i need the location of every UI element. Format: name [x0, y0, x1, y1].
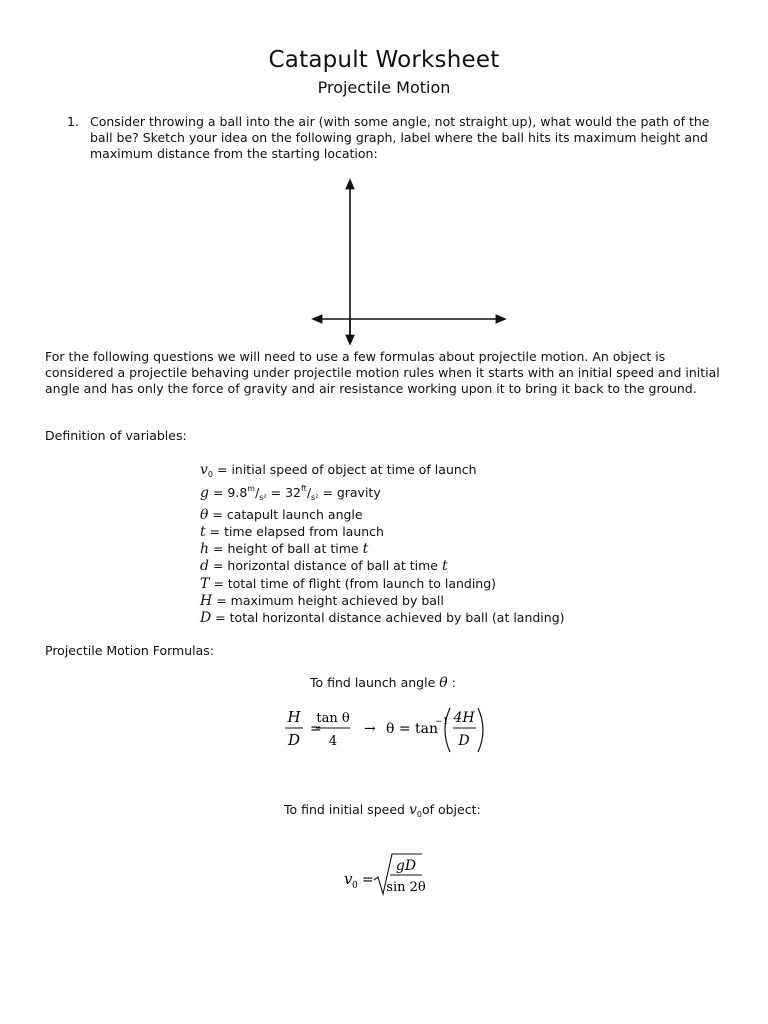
- launch-angle-formula: [280, 700, 500, 760]
- intro-paragraph: For the following questions we will need to use a few formulas about projectile motion. An object is considered a projectile behaving under projectile motion rules when it starts with an initial speed and initial angle and has only the force of gravity and air resistance working upon it to bring it back to the ground.: [45, 349, 720, 396]
- svg-text:0: 0: [352, 881, 358, 891]
- var-H: H = maximum height achieved by ball: [200, 593, 444, 609]
- var-h: h = height of ball at time t: [200, 541, 369, 557]
- formulas-heading: Projectile Motion Formulas:: [45, 643, 214, 658]
- svg-text:=: =: [310, 721, 322, 737]
- question-text: Consider throwing a ball into the air (with some angle, not straight up), what would the path of the ball be? Sketch your idea on the following graph, label where the ball hits its maximum height and maximum distance from the starting location:: [90, 114, 710, 161]
- frac-tan: tan θ: [316, 711, 350, 726]
- frac-D: D: [287, 731, 301, 749]
- var-d: d = horizontal distance of ball at time t: [200, 558, 448, 574]
- question-number: 1.: [67, 114, 79, 129]
- speed-lhs: v: [344, 870, 353, 888]
- speed-formula-label: To find initial speed $v_0of$ object:: [284, 802, 481, 819]
- sketch-graph-axes: [310, 175, 510, 345]
- initial-speed-formula: [340, 850, 450, 900]
- speed-den: sin 2θ: [386, 880, 426, 895]
- arctan-expr: θ = tan: [386, 721, 439, 737]
- frac-H: H: [287, 708, 301, 726]
- angle-formula-label: To find launch angle θ :: [310, 675, 456, 691]
- var-v0: $v_0$ = initial speed of object at time of launch: [200, 462, 477, 479]
- worksheet-title: Catapult Worksheet: [268, 47, 500, 73]
- frac-4: 4: [328, 734, 338, 749]
- arctan-num: 4H: [453, 710, 475, 726]
- var-D: D = total horizontal distance achieved by ball (at landing): [200, 610, 565, 626]
- svg-text:→: →: [364, 721, 376, 737]
- var-theta: θ = catapult launch angle: [200, 507, 363, 523]
- arctan-exp: −1: [435, 717, 449, 727]
- worksheet-subtitle: Projectile Motion: [317, 78, 451, 97]
- var-t: t = time elapsed from launch: [200, 524, 384, 540]
- svg-text:=: =: [362, 872, 374, 888]
- arctan-den: D: [458, 733, 470, 749]
- var-g: $g = 9.8^m/_{s^2} = 32^{ft}/_{s^2}$ = gravity: [200, 484, 381, 502]
- var-T: T = total time of flight (from launch to landing): [200, 576, 497, 592]
- speed-num: gD: [395, 858, 417, 874]
- definitions-heading: Definition of variables:: [45, 428, 187, 443]
